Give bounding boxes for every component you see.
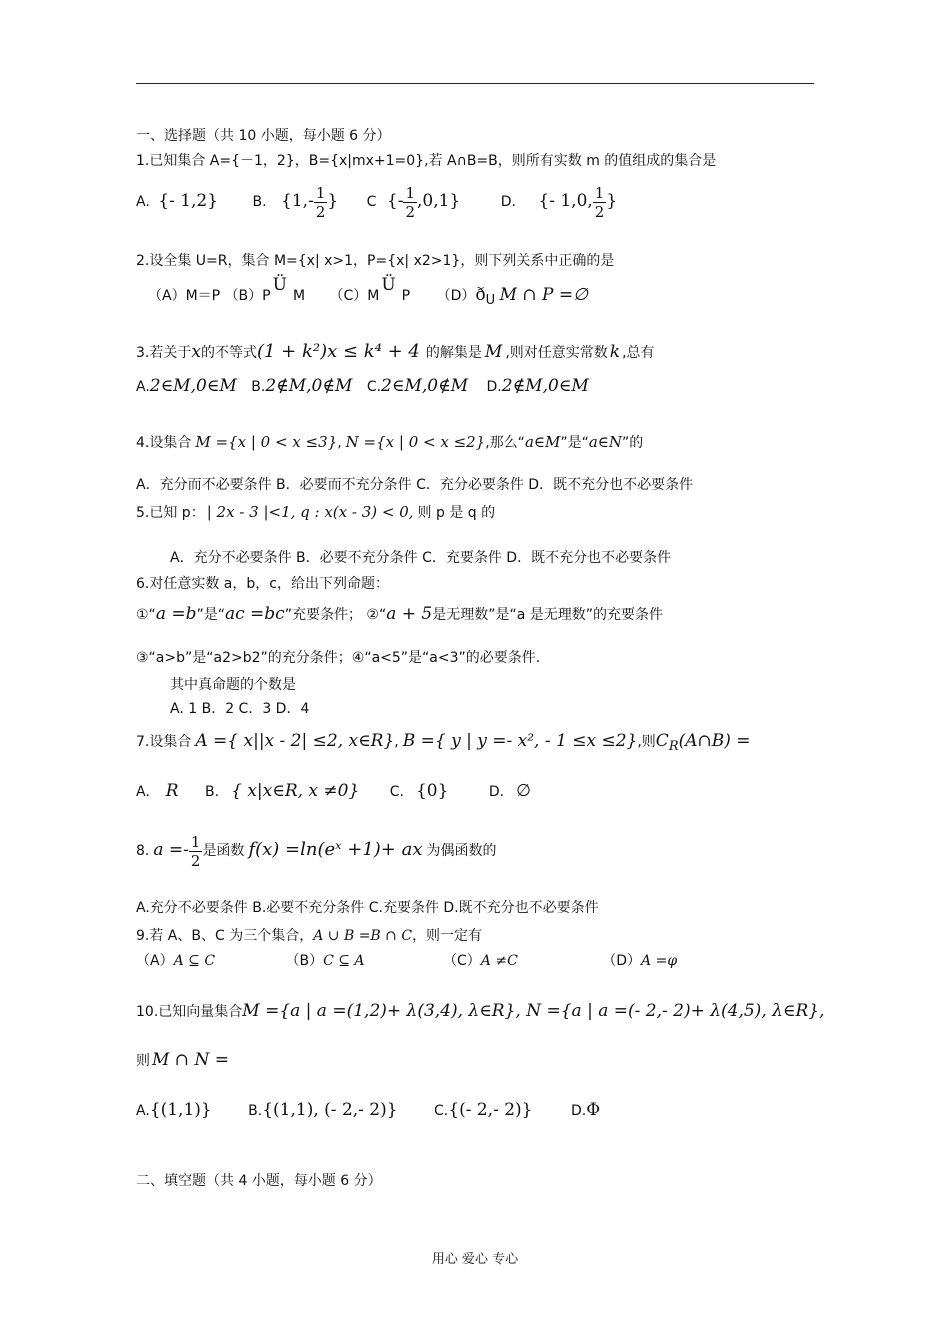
q2-option-d-expr: M ∩ P =∅: [499, 285, 588, 305]
q4-set-m: M ={x | 0 < x ≤3}: [195, 433, 338, 451]
q6-expr-2: ac =bc: [225, 604, 285, 624]
q4-set-n: N ={x | 0 < x ≤2}: [345, 433, 486, 451]
q10-option-a-expr: {(1,1)}: [149, 1100, 212, 1120]
q7-option-c-expr: {0}: [415, 781, 449, 801]
q2-option-c-label: （C）M: [329, 288, 380, 304]
q8-stem: [136, 824, 496, 876]
q9-option-c-label: （C）: [443, 953, 481, 969]
q1-option-d-frac: $\frac{1}{2}$: [594, 183, 605, 221]
q4-cond-1: a∈M: [524, 433, 561, 451]
q1-option-b-label: B.: [252, 194, 267, 210]
q10-expr-2: M ∩ N =: [152, 1050, 229, 1070]
q3-text-5: ,总有: [622, 345, 655, 361]
q1-option-c-frac: $\frac{1}{2}$: [405, 183, 415, 221]
q8-frac: $\frac{1}{2}$: [190, 832, 201, 870]
q6-text-3: ”充要条件； ②“: [284, 607, 387, 623]
section1-title: 一、选择题（共 10 小题，每小题 6 分）: [136, 128, 391, 144]
q6-expr-1: a =b: [155, 604, 197, 624]
q7-stem: [136, 726, 751, 762]
q10-options: [136, 1096, 600, 1125]
q9-option-d-label: （D）: [602, 953, 642, 969]
q3-options: [136, 374, 589, 399]
q3-option-b-label: B.: [251, 379, 266, 395]
q9-option-a-label: （A）: [136, 953, 174, 969]
q6-stem: 6.对任意实数 a，b，c，给出下列命题：: [136, 576, 389, 592]
q6-statements-1: [136, 602, 663, 627]
q4-text-1: 4.设集合: [136, 435, 192, 451]
q4-text-2: ,那么“: [485, 435, 525, 451]
q10-stem: [136, 995, 825, 1028]
q7-text-1: 7.设集合: [136, 734, 192, 750]
q6-statements-2: ③“a>b”是“a2>b2”的充分条件；④“a<5”是“a<3”的必要条件.: [136, 650, 541, 666]
q8-text-1: 是函数: [202, 843, 245, 859]
q6-expr-3: a + 5: [386, 604, 433, 624]
q2-option-c-rhs: P: [401, 288, 411, 304]
q7-option-b-label: B.: [205, 784, 220, 800]
q1-option-c-open: {-: [386, 191, 404, 211]
section2-title: 二、填空题（共 4 小题，每小题 6 分）: [136, 1173, 382, 1189]
q4-text-4: ”的: [622, 435, 644, 451]
q6-text-1: ①“: [136, 607, 156, 623]
q8-text-2: 为偶函数的: [426, 843, 497, 859]
q2-option-d-label: （D）: [436, 288, 476, 304]
q5-options: A．充分不必要条件 B．必要不充分条件 C．充要条件 D．既不充分也不必要条件: [170, 550, 672, 566]
q3-option-c-label: C.: [366, 379, 382, 395]
q8-lhs: a =-: [153, 840, 189, 860]
q3-set-m: M: [484, 342, 503, 362]
q7-complement-sub: R: [668, 738, 679, 754]
q5-expr: | 2x - 3 |<1, q : x(x - 3) < 0,: [206, 503, 414, 521]
q7-set-a: A ={ x||x - 2| ≤2, x∈R}: [195, 731, 395, 751]
q4-sep: ,: [337, 435, 342, 451]
q1-stem: 1.已知集合 A={－1，2}，B={x|mx+1=0},若 A∩B=B，则所有实数 m 的值组成的集合是: [136, 153, 717, 169]
q3-stem: [136, 336, 655, 369]
q9-expr: A ∪ B =B ∩ C: [313, 928, 413, 944]
q4-options: A．充分而不必要条件 B．必要而不充分条件 C．充分必要条件 D．既不充分也不必要条件: [136, 477, 694, 493]
q7-option-b-expr: { x|x∈R, x ≠0}: [231, 781, 360, 801]
q1-option-c-label: C: [366, 194, 377, 210]
q10-text-1: 10.已知向量集合: [136, 1004, 243, 1020]
q1-option-b-frac: $\frac{1}{2}$: [315, 183, 326, 221]
q8-function: f(x) =ln(eˣ +1)+ ax: [248, 839, 423, 860]
q10-text-2: 则: [136, 1053, 150, 1069]
q10-expr: M ={a | a =(1,2)+ λ(3,4), λ∈R}, N ={a | a =(- 2,- 2)+ λ(4,5), λ∈R},: [242, 1001, 825, 1021]
q9-options: [136, 950, 677, 972]
q1-option-b-open: {1,-: [281, 191, 314, 211]
q2-option-b-subset-symbol: Ü: [272, 275, 287, 295]
q2-option-b-rhs: M: [292, 288, 306, 304]
q1-options: [136, 178, 617, 224]
q1-option-d-label: D.: [500, 194, 516, 210]
q9-option-c-expr: A ≠C: [480, 953, 518, 969]
q1-option-a-expr: {- 1,2}: [158, 191, 219, 211]
q3-text-3: 的解集是: [425, 345, 482, 361]
q1-option-a-label: A.: [136, 194, 150, 210]
q1-option-c-close: ,0,1}: [416, 191, 461, 211]
q7-text-2: ,则: [637, 734, 656, 750]
q4-stem: [136, 430, 643, 455]
q7-options: [136, 776, 531, 807]
page-footer: 用心 爱心 专心: [431, 1252, 519, 1267]
q3-text-2: 的不等式: [200, 345, 257, 361]
q5-stem: [136, 500, 495, 525]
q2-option-d-sub: U: [485, 292, 496, 308]
q7-sep: ,: [394, 734, 399, 750]
q9-option-d-expr: A =φ: [641, 953, 678, 969]
q6-options: A. 1 B．2 C．3 D．4: [170, 701, 310, 717]
q3-text-1: 3.若关于: [136, 345, 192, 361]
q3-option-c-expr: 2∈M,0∉M: [381, 376, 469, 396]
q3-var-x: x: [191, 342, 201, 362]
q6-question: 其中真命题的个数是: [170, 677, 296, 693]
q10-option-a-label: A.: [136, 1103, 150, 1119]
q9-option-b-expr: C ⊆ A: [323, 953, 365, 969]
q6-text-4: 是无理数”是“a 是无理数”的充要条件: [432, 607, 664, 623]
q7-option-a-label: A.: [136, 784, 150, 800]
q10-stem-2: [136, 1046, 229, 1075]
q3-option-b-expr: 2∉M,0∉M: [265, 376, 353, 396]
q5-text-2: 则 p 是 q 的: [417, 505, 496, 521]
q6-text-2: ”是“: [196, 607, 225, 623]
q3-option-d-expr: 2∉M,0∈M: [501, 376, 589, 396]
q8-options: A.充分不必要条件 B.必要不充分条件 C.充要条件 D.既不充分也不必要条件: [136, 900, 599, 916]
q10-option-b-expr: {(1,1), (- 2,- 2)}: [262, 1100, 398, 1120]
q3-option-a-label: A.: [136, 379, 150, 395]
q3-text-4: ,则对任意实常数: [505, 345, 608, 361]
q3-inequality: (1 + k²)x ≤ k⁴ + 4: [256, 341, 420, 362]
q10-option-b-label: B.: [248, 1103, 263, 1119]
q9-option-b-label: （B）: [285, 953, 324, 969]
q2-option-b-label: （B）P: [224, 288, 271, 304]
q10-option-d-label: D.: [570, 1103, 587, 1119]
q10-option-c-label: C.: [434, 1103, 449, 1119]
q3-option-d-label: D.: [486, 379, 502, 395]
q9-stem: [136, 925, 482, 947]
q5-text-1: 5.已知 p：: [136, 505, 205, 521]
q10-option-d-expr: Φ: [586, 1100, 601, 1120]
q9-text-2: ，则一定有: [412, 928, 483, 944]
q2-option-c-subset-symbol: Ü: [381, 275, 396, 295]
q3-option-a-expr: 2∈M,0∈M: [149, 376, 237, 396]
q7-complement-rest: (A∩B) =: [678, 731, 751, 751]
q8-number: 8.: [136, 843, 150, 859]
q7-option-a-expr: R: [165, 781, 179, 801]
q9-text-1: 9.若 A、B、C 为三个集合，: [136, 928, 314, 944]
q2-option-d-complement-symbol: ð: [475, 285, 486, 305]
q1-option-d-open: {- 1,0,: [538, 191, 593, 211]
header-rule: [136, 83, 814, 84]
q7-set-b: B ={ y | y =- x², - 1 ≤x ≤2}: [402, 731, 638, 751]
q7-option-d-expr: ∅: [516, 781, 531, 801]
q1-option-b-close: }: [327, 191, 339, 211]
q3-var-k: k: [609, 342, 621, 362]
q9-option-a-expr: A ⊆ C: [173, 953, 216, 969]
q1-option-d-close: }: [606, 191, 618, 211]
q10-option-c-expr: {(- 2,- 2)}: [448, 1100, 533, 1120]
q4-cond-2: a∈N: [588, 433, 623, 451]
q2-stem: 2.设全集 U=R，集合 M={x| x>1，P={x| x2>1}，则下列关系中正确的是: [136, 253, 615, 269]
q4-text-3: ”是“: [560, 435, 589, 451]
q7-complement-c: C: [655, 731, 669, 751]
q7-option-c-label: C.: [389, 784, 404, 800]
q2-options: [148, 275, 588, 314]
q7-option-d-label: D.: [488, 784, 505, 800]
q2-option-a: （A）M＝P: [148, 288, 221, 304]
